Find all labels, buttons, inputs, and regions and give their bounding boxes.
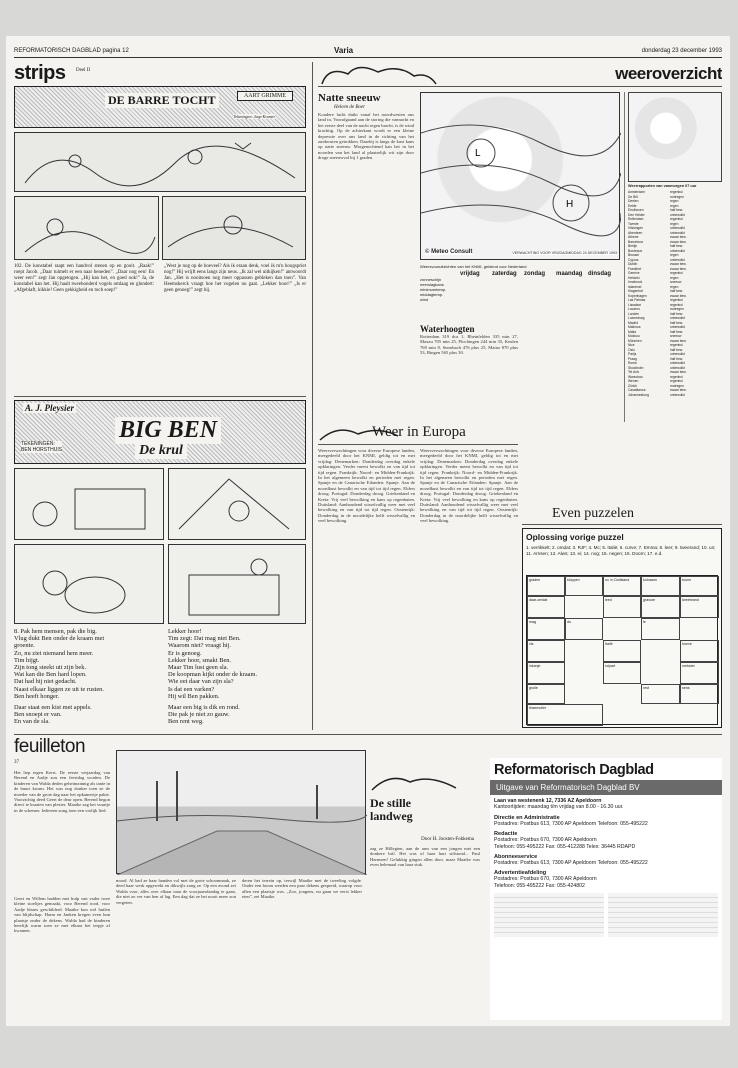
header-right: donderdag 23 december 1993: [641, 48, 722, 54]
strips-story-title: DE BARRE TOCHT: [105, 93, 219, 108]
station-name: Parijs: [628, 352, 637, 356]
puzzle-section-title: Even puzzelen: [552, 506, 635, 521]
grid-cell: do: [565, 618, 603, 640]
grid-cell: hoeve: [680, 640, 719, 662]
station-name: Innsbruck: [628, 280, 643, 284]
strips-part: Deel II: [76, 68, 91, 73]
station-name: Twente: [628, 221, 639, 226]
station-condition: regenbui: [670, 271, 683, 275]
waterhoogten-title: Waterhoogten: [420, 324, 475, 334]
feuilleton-col3: mood. Al had ze haar handen vol met de grote schoonmaak, ze deed haar werk opgewekt en dikwijls zong ze. Op een avond zei Walda voor, alles over elkaar naar de voorjaarsdandag te gaan, die niet zo ver van hen af lag. Een dag dat ze het nooit meer zou vergeten.: [116, 878, 236, 905]
colophon-heading: Advertentieafdeling: [494, 870, 547, 877]
station-name: Eelde: [628, 203, 637, 208]
verse-line: Tim hijgt.: [14, 656, 40, 664]
station-condition: regen: [670, 221, 679, 226]
weather-map: [420, 92, 620, 260]
station-name: Kopenhagen: [628, 293, 647, 298]
newspaper-page: [6, 36, 730, 1026]
station-condition: regen: [670, 199, 679, 203]
bigben-drawings-name: BEN HORSTHUIS: [21, 447, 63, 453]
feuilleton-photo: [116, 750, 366, 874]
station-condition: sneeuw: [670, 280, 682, 284]
verse-line: De koopman kijkt onder de kraam.: [168, 671, 258, 679]
station-name: Aberdeen: [628, 230, 643, 235]
station-condition: regenbui: [670, 190, 683, 194]
station-condition: zwaar bew.: [670, 338, 687, 343]
bigben-verse-right: [168, 628, 306, 700]
station-name: Eindhoven: [628, 208, 644, 212]
station-condition: sneeuw: [670, 334, 682, 338]
weather-cloud-icon: [318, 62, 438, 86]
colophon: [490, 758, 722, 1020]
station-name: Wenen: [628, 379, 639, 383]
weather-article-author: Heleen de Boer: [334, 105, 366, 110]
feuilleton-story-box: [370, 772, 480, 842]
verse-line: groente.: [14, 642, 35, 650]
bigben-subtitle: De krul: [135, 443, 187, 459]
station-condition: zwaar bew.: [670, 266, 687, 271]
forecast-table: [420, 264, 620, 302]
weather-article-text: Koudere lucht duikt vanaf het noordwesten ons land in. Voorafgaand aan de storing die vannacht en het eerste deel van de nacht regen bracht, is de wind krachtig. Op de achterkant wordt er een kleine depressie over ons land in de richting van het zuidoosten getrokken. Daarbij is langs de kust kans op natte sneeuw. Morgenochtend kan het in het noorden van het land al plaatselijk wit zijn door droge sneeuwval bij 1 graden.: [318, 112, 414, 161]
column-divider: [312, 62, 313, 730]
station-condition: motregen: [670, 194, 684, 199]
station-name: Las Palmas: [628, 298, 646, 302]
grid-cell: le: [641, 618, 680, 640]
bigben-drawings-label: TEKENINGEN:: [21, 441, 55, 447]
station-condition: half bew.: [670, 289, 684, 293]
puzzle-title: Oplossing vorige puzzel: [526, 532, 624, 542]
verse-line: 8. Pak hem mensen, pak die big.: [14, 628, 97, 635]
colophon-heading: Redactie: [494, 831, 518, 838]
verse-line: Maar Tim lust geen sla.: [168, 664, 229, 672]
station-name: Warschau: [628, 374, 643, 379]
station-name: De Bilt: [628, 194, 638, 199]
divider: [14, 734, 722, 735]
forecast-row-label: neerslagkans: [420, 282, 444, 287]
grid-cell: daar-omdat: [527, 596, 565, 618]
grid-cell: rest: [641, 684, 680, 704]
colophon-band: Uitgave van Reformatorisch Dagblad BV: [490, 780, 722, 795]
station-condition: half bew.: [670, 356, 684, 361]
feuilleton-col2: Geert en Willem hadden met hulp van vader twee kleine stoeltjes gemaakt, voor Berend rood, voor Aadje blauw geschilderd. Maaike kon wel huilen van blijdschap. Harm en Janken kregen even hun plaatsje onder de dekens. Walda had de kinderen heerlijk warm toen ze met elkaar het terpje af kwamen.: [14, 896, 110, 934]
grid-cell: kolossen: [641, 576, 680, 596]
grid-cell: nv. in Duitsland: [603, 576, 641, 596]
station-name: Oslo: [628, 347, 635, 352]
verse-line: Daar staat een kist met appels.: [14, 704, 92, 711]
station-name: München: [628, 338, 642, 343]
strips-section: [14, 62, 306, 392]
bigben-panel-2: [168, 468, 306, 540]
waterhoogten-text-2: [522, 324, 620, 416]
europe-map-icon: [628, 92, 722, 182]
grid-cell: mekster: [680, 662, 719, 684]
grid-cell: graden: [527, 576, 565, 596]
station-name: Den Helder: [628, 212, 645, 217]
header-left: REFORMATORISCH DAGBLAD pagina 12: [14, 48, 129, 54]
strips-title: strips: [14, 62, 66, 84]
station-name: Londen: [628, 311, 640, 316]
bigben-verse-left: [14, 628, 164, 700]
station-condition: onbewolkt: [670, 230, 685, 235]
grid-cell: linsemuller: [527, 704, 603, 726]
bigben-author: A. J. Pleysier: [25, 403, 74, 413]
strip-drawing-icon: [15, 133, 306, 193]
strip-panel-3: [162, 196, 306, 260]
stations-list: [628, 190, 722, 397]
grid-cell: sens: [680, 684, 719, 704]
europe-section: [318, 424, 518, 730]
station-condition: regen: [670, 203, 679, 208]
bigben-panel-4: [168, 544, 306, 624]
station-name: Helsinki: [628, 275, 640, 280]
weather-stations-table: [624, 92, 722, 422]
station-name: Locarno: [628, 307, 640, 311]
forecast-row-label: zonneschijn: [420, 277, 442, 282]
colophon-title: Reformatorisch Dagblad: [494, 762, 654, 778]
station-condition: half bew.: [670, 311, 684, 316]
station-name: Nice: [628, 343, 635, 347]
grid-cell: inkanje: [527, 662, 565, 684]
divider: [522, 524, 722, 525]
verse-line: Zijn tong steekt uit zijn bek.: [14, 664, 87, 672]
station-condition: onbewolkt: [670, 226, 685, 230]
colophon-line: Postadres: Postbus 613, 7300 AP Apeldoorn Telefoon: 055-495222: [494, 820, 648, 827]
station-name: Tel Aviv: [628, 370, 640, 374]
station-name: Malta: [628, 329, 637, 334]
strips-text-left: 102. De konstabel raapt een handvol stenen op en gooit. „Raak!” roept Jacob. „Daar tuimelt er een naar beneden”. „Daar nog een! En weer een!” zegt Jan opgetogen. „Hij kan het, en goed ook!” Ja, de konstabel kan het. Hij haalt tweehonderd vogels omlaag en glundert: „Afgeblaft, kikkie! Geen gekkigheid en toch soep!”: [14, 264, 154, 293]
verse-line: Hij wil Ben pakken.: [168, 692, 220, 700]
divider: [14, 396, 306, 397]
colophon-line: Postadres: Postbus 670, 7300 AR Apeldoorn: [494, 876, 597, 883]
map-caption: VERWACHTING VOOR VRIJDAGMIDDAG 24 DECEMBER 1993: [512, 251, 617, 255]
station-name: Luxemburg: [628, 316, 645, 320]
page-header: [14, 46, 722, 58]
station-name: Cyprus: [628, 257, 639, 262]
grid-cell: leed: [603, 596, 641, 618]
station-condition: zwaar bew.: [670, 388, 687, 392]
colophon-line: Telefoon: 055-495222 Fax: 055-424802: [494, 882, 585, 889]
station-name: Stockholm: [628, 365, 644, 370]
station-condition: onbewolkt: [670, 212, 685, 217]
station-condition: half bew.: [670, 244, 684, 248]
station-condition: zwaar bew.: [670, 262, 687, 266]
weather-article: [318, 92, 414, 302]
bigben-section: [14, 400, 306, 700]
verse-line: Er is genoeg.: [168, 649, 202, 657]
station-name: Brussel: [628, 253, 639, 257]
feuilleton-section: [14, 736, 484, 1022]
station-name: Praag: [628, 356, 637, 361]
station-condition: zwaar bew.: [670, 235, 687, 239]
divider: [318, 444, 518, 445]
station-name: Berlijn: [628, 244, 638, 248]
colophon-hours: Kantoortijden: maandag t/m vrijdag van 8.00 - 16.30 uur.: [494, 804, 624, 811]
stations-title: Weerrapporten van vanmorgen 07 uur: [628, 184, 697, 188]
station-condition: regenbui: [670, 217, 683, 221]
forecast-row-label: wind: [420, 297, 429, 302]
forecast-day: maandag: [556, 271, 583, 277]
feuilleton-col4: deren het terrein op, terwijl Maaike met de tweeling volgde. Onder een boom werden een paar dekens gespreid, waarop voor allen een plaatsje was. „Zoo, jongens, nu gaan we eerst lekker eten”, zei Maaike.: [242, 878, 362, 900]
header-center: Varia: [334, 46, 354, 55]
map-credit: © Meteo Consult: [425, 249, 473, 255]
forecast-row-label: minimumtemp.: [420, 287, 447, 292]
station-name: Bordeaux: [628, 248, 643, 253]
station-condition: regenbui: [670, 379, 683, 383]
verse-line: Vlug dukt Ben onder de kraam met: [14, 635, 105, 643]
station-condition: zwaar bew.: [670, 239, 687, 244]
station-name: Vlissingen: [628, 226, 644, 230]
landscape-photo-icon: [117, 751, 367, 875]
story-cloud-icon: [370, 772, 460, 792]
station-condition: regenbui: [670, 298, 683, 302]
weather-section-title: weeroverzicht: [615, 64, 722, 83]
verse-line: Die pak je niet zo gauw.: [168, 711, 230, 719]
bigben-verse-tail: [14, 704, 306, 726]
svg-text:H: H: [566, 199, 574, 210]
colophon-line: Telefoon: 055-495222 Fax: 055-412288 Telex: 36445 RDAPD: [494, 843, 636, 850]
station-condition: half bew.: [670, 329, 684, 334]
strips-drawings-credit: Tekeningen: Jaap Kramer: [233, 114, 275, 119]
europe-text-col1: Weersverwachtingen voor diverse Europese landen, meegedeeld door het KNMI, geldig tot en met vrijdag: Denemarken: Donderdag overdag enkele opklaringen. Verder meest bewolkt en van tijd tot tijd regen. Frankrijk: Noord- en Midden-Frankrijk. In het algemeen bewolkt en perioden met regen. Spanje en de Canarische Eilanden: Spanje. Aan de noordkust bewolkt en van tijd tot tijd regen. Elders droog. Portugal: Donderdag droog. Griekenland en Kreta: Vrij veel bewolking en kans op regenbuien. Duitsland: Aanhoudend wisselvallig weer met veel bewolking en van tijd tot tijd regen. Oostenrijk: Donderdag in de noordelijke helft wisselvallig en veel bewolking.: [318, 448, 415, 524]
grid-cell: mag: [527, 618, 565, 640]
station-condition: onbewolkt: [670, 316, 685, 320]
puzzle-grid: [526, 575, 718, 725]
station-name: Amsterdam: [628, 190, 645, 194]
story-author: Door H. Joosten-Fokkema: [421, 837, 474, 842]
grid-cell: grolle: [527, 684, 565, 704]
station-name: Rome: [628, 361, 637, 365]
station-condition: onbewolkt: [670, 392, 685, 397]
europe-title: Weer in Europa: [372, 424, 466, 440]
forecast-day: dinsdag: [588, 271, 612, 277]
station-condition: motregen: [670, 383, 684, 388]
colophon-line: Postadres: Postbus 613, 7300 AP Apeldoorn Telefoon: 055-495222: [494, 860, 648, 867]
station-condition: onbewolkt: [670, 325, 685, 329]
verse-line: Wie eet daar van zijn sla?: [168, 678, 234, 686]
puzzle-section: [522, 506, 722, 730]
station-name: Zürich: [628, 383, 638, 388]
station-name: Athene: [628, 235, 639, 239]
station-condition: regen: [670, 253, 679, 257]
bigben-panel-1: [14, 468, 164, 540]
station-row: [628, 393, 722, 398]
strip-panel-2: [14, 196, 159, 260]
verse-line: Ben rent weg.: [168, 718, 204, 726]
forecast-row-label: middagtemp.: [420, 292, 444, 297]
verse-line: Zo, nu ziet niemand hem meer.: [14, 649, 94, 657]
forecast-caption: Weersvooruitzichten van het KNMI, geldend voor Nederland: [420, 264, 527, 269]
colophon-address: Laan van westenenk 12, 7336 AZ Apeldoorn: [494, 798, 602, 804]
verse-line: Waarom niet? vraagt hij.: [168, 642, 232, 650]
station-condition: regenbui: [670, 343, 683, 347]
verse-line: Tim zegt: Dat mag niet Ben.: [168, 635, 241, 643]
bigben-title: BIG BEN: [115, 417, 221, 444]
colophon-line: Postadres: Postbus 670, 7300 AR Apeldoorn: [494, 837, 597, 844]
station-name: Johannesburg: [628, 392, 649, 397]
svg-text:L: L: [475, 148, 481, 159]
station-name: Barcelona: [628, 239, 643, 244]
station-condition: half bew.: [670, 347, 684, 352]
grid-cell: vis: [527, 640, 565, 662]
colophon-heading: Directie en Administratie: [494, 814, 560, 821]
station-condition: zwaar bew.: [670, 370, 687, 374]
strips-author: AART GRIMME: [237, 91, 293, 101]
station-condition: half bew.: [670, 320, 684, 325]
station-name: Dublin: [628, 262, 638, 266]
strips-text-right: „West je nog op de hoeveel? Als ik eraan denk, voel ik m'n hoogspriet nog!” Hij wrijft eens langs zijn neus. „Ik zal wel uitkijken!” antwoordt Jan. „Het is nooitsoen nog meer oppassen gebleken dan toen”. Van Heemskerck vraagt hoe het vogelen nu gaat. „Lekker hoor!” „Is er geen genoeg!” zegt hij.: [164, 264, 306, 293]
station-name: Genève: [628, 271, 640, 275]
weather-section: [318, 62, 722, 422]
forecast-day: vrijdag: [460, 271, 480, 277]
station-name: Casablanca: [628, 388, 646, 392]
station-name: Moskou: [628, 334, 640, 338]
grid-cell: gravure: [641, 596, 680, 618]
station-condition: motregen: [670, 307, 684, 311]
station-name: Frankfort: [628, 266, 642, 271]
waterhoogten-text: Rotterdam 319 dca 1, Rheinfelden 335 min 27, Maxau 705 min 25, Plochingen 244 min 35, Keulen 769 min 8, Sternbach 476 plus 25, Mainz 870 plus 53, Bingen 565 plus 30.: [420, 334, 518, 356]
station-condition: onbewolkt: [670, 361, 685, 365]
verse-line: Maar een big is dik en rond.: [168, 704, 240, 711]
bigben-credit: [21, 441, 62, 453]
station-condition: regen: [670, 275, 679, 280]
feuilleton-title: feuilleton: [14, 736, 86, 757]
strip-panel-1: [14, 132, 306, 192]
station-name: Klagenfurt: [628, 289, 644, 293]
strips-title-banner: [14, 86, 306, 128]
station-name: Deelen: [628, 199, 639, 203]
bigben-panel-3: [14, 544, 164, 624]
feuilleton-col5: zag ze Hillegien, aan de arm van een jongen met een donkere bril. Het was of haar hart stilstond... Paul Harmsen! Gelukkig gingen allen door, maar Maaike was even helemaal van haar stuk.: [370, 846, 480, 868]
colophon-fineprint: [608, 893, 718, 937]
station-condition: regenbui: [670, 374, 683, 379]
grid-cell: tweebrand: [680, 596, 719, 618]
forecast-day: zaterdag: [492, 271, 517, 277]
feuilleton-number: 37: [14, 760, 19, 765]
isobar-map-icon: [421, 93, 621, 261]
story-title: De stille landweg: [370, 796, 413, 823]
verse-line: Naast elkaar liggen ze uit te rusten.: [14, 685, 104, 693]
station-condition: zwaar bew.: [670, 293, 687, 298]
station-condition: onbewolkt: [670, 352, 685, 356]
verse-line: Ben snoept er van.: [14, 711, 62, 719]
grid-cell: Italië: [603, 640, 641, 662]
station-name: Istanboel: [628, 284, 642, 289]
divider: [318, 86, 722, 87]
verse-line: Dat had hij niet gedacht.: [14, 678, 77, 686]
weather-article-title: Natte sneeuw: [318, 92, 381, 104]
bigben-banner: [14, 400, 306, 464]
waterhoogten: [420, 324, 518, 414]
station-condition: regenbui: [670, 302, 683, 307]
station-name: Rotterdam: [628, 217, 644, 221]
station-condition: onbewolkt: [670, 365, 685, 370]
verse-line: Lekker hoor, smakt Ben.: [168, 656, 232, 664]
europe-text-col2: Weersverwachtingen voor diverse Europese landen, meegedeeld door het KNMI, geldig tot en met vrijdag: Denemarken: Donderdag overdag enkele opklaringen. Verder meest bewolkt en van tijd tot tijd regen. Frankrijk: Noord- en Midden-Frankrijk. In het algemeen bewolkt en perioden met regen. Spanje en de Canarische Eilanden: Spanje. Aan de noordkust bewolkt en van tijd tot tijd regen. Elders droog. Portugal: Donderdag droog. Griekenland en Kreta: Vrij veel bewolking en kans op regenbuien. Duitsland: Aanhoudend wisselvallig weer met veel bewolking en van tijd tot tijd regen. Oostenrijk: Donderdag in de noordelijke helft wisselvallig en veel bewolking.: [420, 448, 518, 524]
colophon-fineprint: [494, 893, 604, 937]
station-name: Madrid: [628, 320, 639, 325]
station-name: Lissabon: [628, 302, 642, 307]
station-name: Mallorca: [628, 325, 641, 329]
station-condition: onbewolkt: [670, 257, 685, 262]
colophon-heading: Abonneeservice: [494, 854, 538, 861]
verse-line: Wat kan die Ben hard lopen.: [14, 671, 87, 679]
station-condition: regen: [670, 284, 679, 289]
station-condition: half bew.: [670, 208, 684, 212]
feuilleton-col1: Het liep tegen Kerst. De eerste verjaardag van Berend en Aadje zou een feestdag worden. De kinderen van Walda deden geheimzinnig als tante in de buurt kwam. Het was nog donker toen ze de moeder van de grote dag naar het opkamertje pakte. Voorzichtig deed Geert de deur open. Berend begon direct te kraaien van plezier. Maaike zag het vuurtje in de schemer. Iedereen zong toen een vrolijk lied.: [14, 770, 110, 813]
verse-line: En van de sla.: [14, 718, 50, 726]
grid-cell: kloppen: [565, 576, 603, 596]
puzzle-box: [522, 528, 722, 728]
forecast-day: zondag: [524, 271, 545, 277]
puzzle-clues: 1. verrikkelt; 2. omdat; 3. RJF; 4. Mc; 5. Italië; 6. curve; 7. Emma; 8. leer; 9. tweerand; 10. un; 11. Arnsen; 12. Alws; 13. ei; 14. nog; 15. negen; 16. Doorn; 17. e.d.: [526, 545, 716, 556]
verse-line: Ben heeft honger.: [14, 692, 60, 700]
grid-cell: boom: [680, 576, 719, 596]
verse-line: Is dat een varken?: [168, 685, 215, 693]
verse-line: Lekker hoor!: [168, 628, 202, 635]
grid-cell: rolpart: [603, 662, 641, 684]
station-condition: onbewolkt: [670, 248, 685, 253]
